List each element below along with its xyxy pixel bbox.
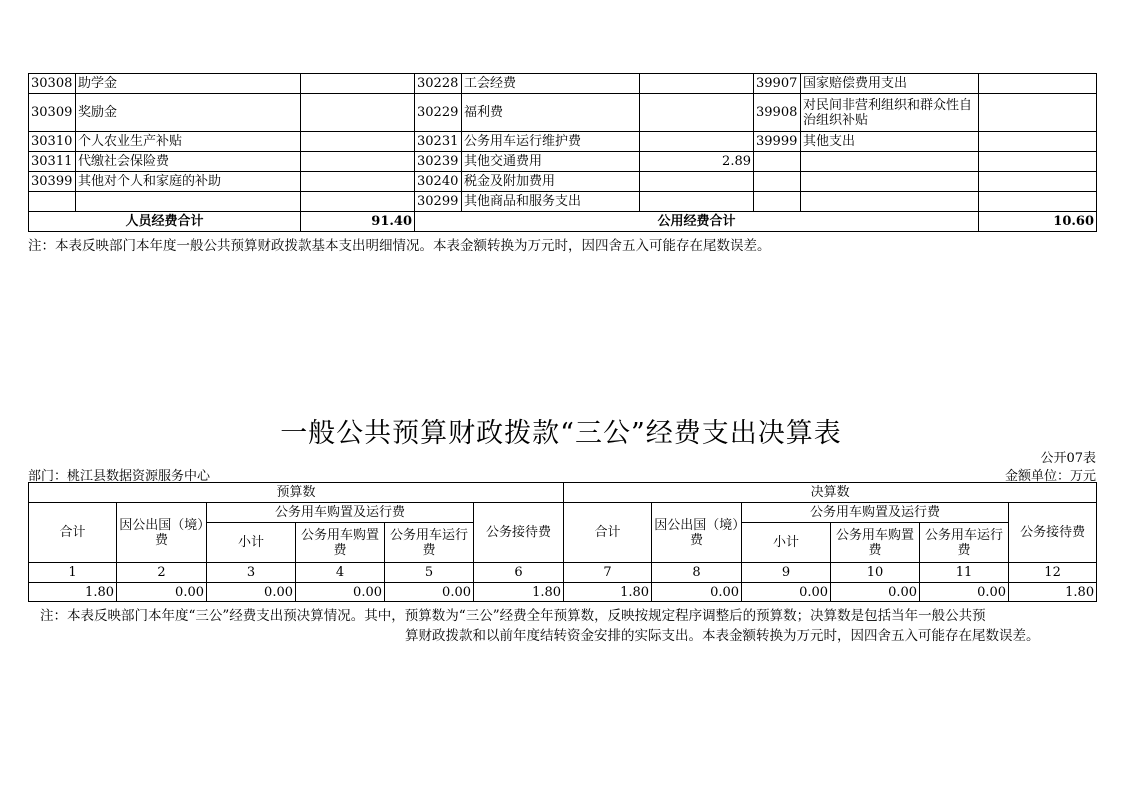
amount-cell [301,152,415,172]
basic-expenditure-table [28,73,1097,232]
final-operation-header: 公务用车运行费 [920,523,1009,563]
budget-vehicle-header: 公务用车购置及运行费 [207,503,474,523]
column-number-cell: 4 [296,563,385,583]
personnel-total-label: 人员经费合计 [29,212,301,232]
name-cell [76,192,301,212]
final-vehicle-header: 公务用车购置及运行费 [742,503,1009,523]
name-cell: 其他商品和服务支出 [462,192,640,212]
amount-cell [640,94,754,132]
values-row [29,583,1097,602]
name-cell [801,192,979,212]
page-title: 一般公共预算财政拨款“三公”经费支出决算表 [280,418,842,449]
code-cell: 30308 [29,74,76,94]
amount-cell [979,172,1097,192]
amount-cell: 2.89 [640,152,754,172]
table-code: 公开07表 [1040,451,1096,466]
amount-cell [979,132,1097,152]
name-cell: 国家赔偿费用支出 [801,74,979,94]
table-row [29,132,1097,152]
code-cell: 30399 [29,172,76,192]
code-cell: 39999 [754,132,801,152]
table1-note: 注：本表反映部门本年度一般公共预算财政拨款基本支出明细情况。本表金额转换为万元时，因四舍五入可能存在尾数误差。 [28,238,771,254]
name-cell: 福利费 [462,94,640,132]
code-cell [29,192,76,212]
amount-cell [640,192,754,212]
column-number-cell: 10 [831,563,920,583]
table-row [29,172,1097,192]
value-cell: 0.00 [117,583,207,602]
column-number-cell: 8 [652,563,742,583]
name-cell: 公务用车运行维护费 [462,132,640,152]
unit-label: 金额单位：万元 [1004,469,1096,484]
column-number-row [29,563,1097,583]
name-cell [801,172,979,192]
code-cell [754,172,801,192]
code-cell: 30310 [29,132,76,152]
amount-cell [979,94,1097,132]
code-cell: 30231 [415,132,462,152]
budget-group-header: 预算数 [29,483,564,503]
value-cell: 0.00 [207,583,296,602]
table2-note-line1: 注：本表反映部门本年度“三公”经费支出预决算情况。其中，预算数为“三公”经费全年预算数，反映按规定程序调整后的预算数；决算数是包括当年一般公共预 [40,608,986,624]
name-cell: 助学金 [76,74,301,94]
code-cell [754,152,801,172]
code-cell: 30240 [415,172,462,192]
value-cell: 0.00 [652,583,742,602]
value-cell: 0.00 [296,583,385,602]
table-row [29,94,1097,132]
code-cell: 39907 [754,74,801,94]
code-cell: 30309 [29,94,76,132]
column-number-cell: 1 [29,563,117,583]
group-header-row [29,483,1097,503]
code-cell: 39908 [754,94,801,132]
name-cell: 税金及附加费用 [462,172,640,192]
name-cell: 个人农业生产补贴 [76,132,301,152]
amount-cell [301,132,415,152]
amount-cell [979,192,1097,212]
table2-note-line2: 算财政拨款和以前年度结转资金安排的实际支出。本表金额转换为万元时，因四舍五入可能存在尾数误差。 [405,628,1040,644]
budget-subtotal-header: 小计 [207,523,296,563]
code-cell: 30311 [29,152,76,172]
public-total-value: 10.60 [979,212,1097,232]
amount-cell [301,94,415,132]
amount-cell [640,172,754,192]
amount-cell [301,192,415,212]
table-row [29,74,1097,94]
budget-abroad-header: 因公出国（境）费 [117,503,207,563]
name-cell [801,152,979,172]
amount-cell [979,152,1097,172]
final-reception-header: 公务接待费 [1009,503,1097,563]
amount-cell [979,74,1097,94]
name-cell: 工会经费 [462,74,640,94]
value-cell: 1.80 [1009,583,1097,602]
value-cell: 1.80 [29,583,117,602]
value-cell: 0.00 [742,583,831,602]
name-cell: 其他对个人和家庭的补助 [76,172,301,192]
final-group-header: 决算数 [564,483,1097,503]
name-cell: 其他交通费用 [462,152,640,172]
final-subtotal-header: 小计 [742,523,831,563]
department-label: 部门：桃江县数据资源服务中心 [28,469,211,484]
amount-cell [640,74,754,94]
column-number-cell: 12 [1009,563,1097,583]
totals-row [29,212,1097,232]
final-abroad-header: 因公出国（境）费 [652,503,742,563]
budget-total-header: 合计 [29,503,117,563]
header-row-2 [29,503,1097,523]
code-cell: 30299 [415,192,462,212]
value-cell: 1.80 [474,583,564,602]
column-number-cell: 3 [207,563,296,583]
column-number-cell: 11 [920,563,1009,583]
name-cell: 对民间非营利组织和群众性自治组织补贴 [801,94,979,132]
public-total-label: 公用经费合计 [415,212,979,232]
value-cell: 1.80 [564,583,652,602]
table-row [29,192,1097,212]
column-number-cell: 9 [742,563,831,583]
three-public-expense-table [28,482,1097,602]
code-cell: 30239 [415,152,462,172]
final-purchase-header: 公务用车购置费 [831,523,920,563]
budget-purchase-header: 公务用车购置费 [296,523,385,563]
name-cell: 代缴社会保险费 [76,152,301,172]
value-cell: 0.00 [920,583,1009,602]
personnel-total-value: 91.40 [301,212,415,232]
column-number-cell: 7 [564,563,652,583]
value-cell: 0.00 [385,583,474,602]
column-number-cell: 6 [474,563,564,583]
code-cell [754,192,801,212]
amount-cell [301,172,415,192]
amount-cell [301,74,415,94]
table-row [29,152,1097,172]
final-total-header: 合计 [564,503,652,563]
amount-cell [640,132,754,152]
name-cell: 奖励金 [76,94,301,132]
code-cell: 30229 [415,94,462,132]
column-number-cell: 5 [385,563,474,583]
column-number-cell: 2 [117,563,207,583]
budget-reception-header: 公务接待费 [474,503,564,563]
budget-operation-header: 公务用车运行费 [385,523,474,563]
value-cell: 0.00 [831,583,920,602]
name-cell: 其他支出 [801,132,979,152]
code-cell: 30228 [415,74,462,94]
